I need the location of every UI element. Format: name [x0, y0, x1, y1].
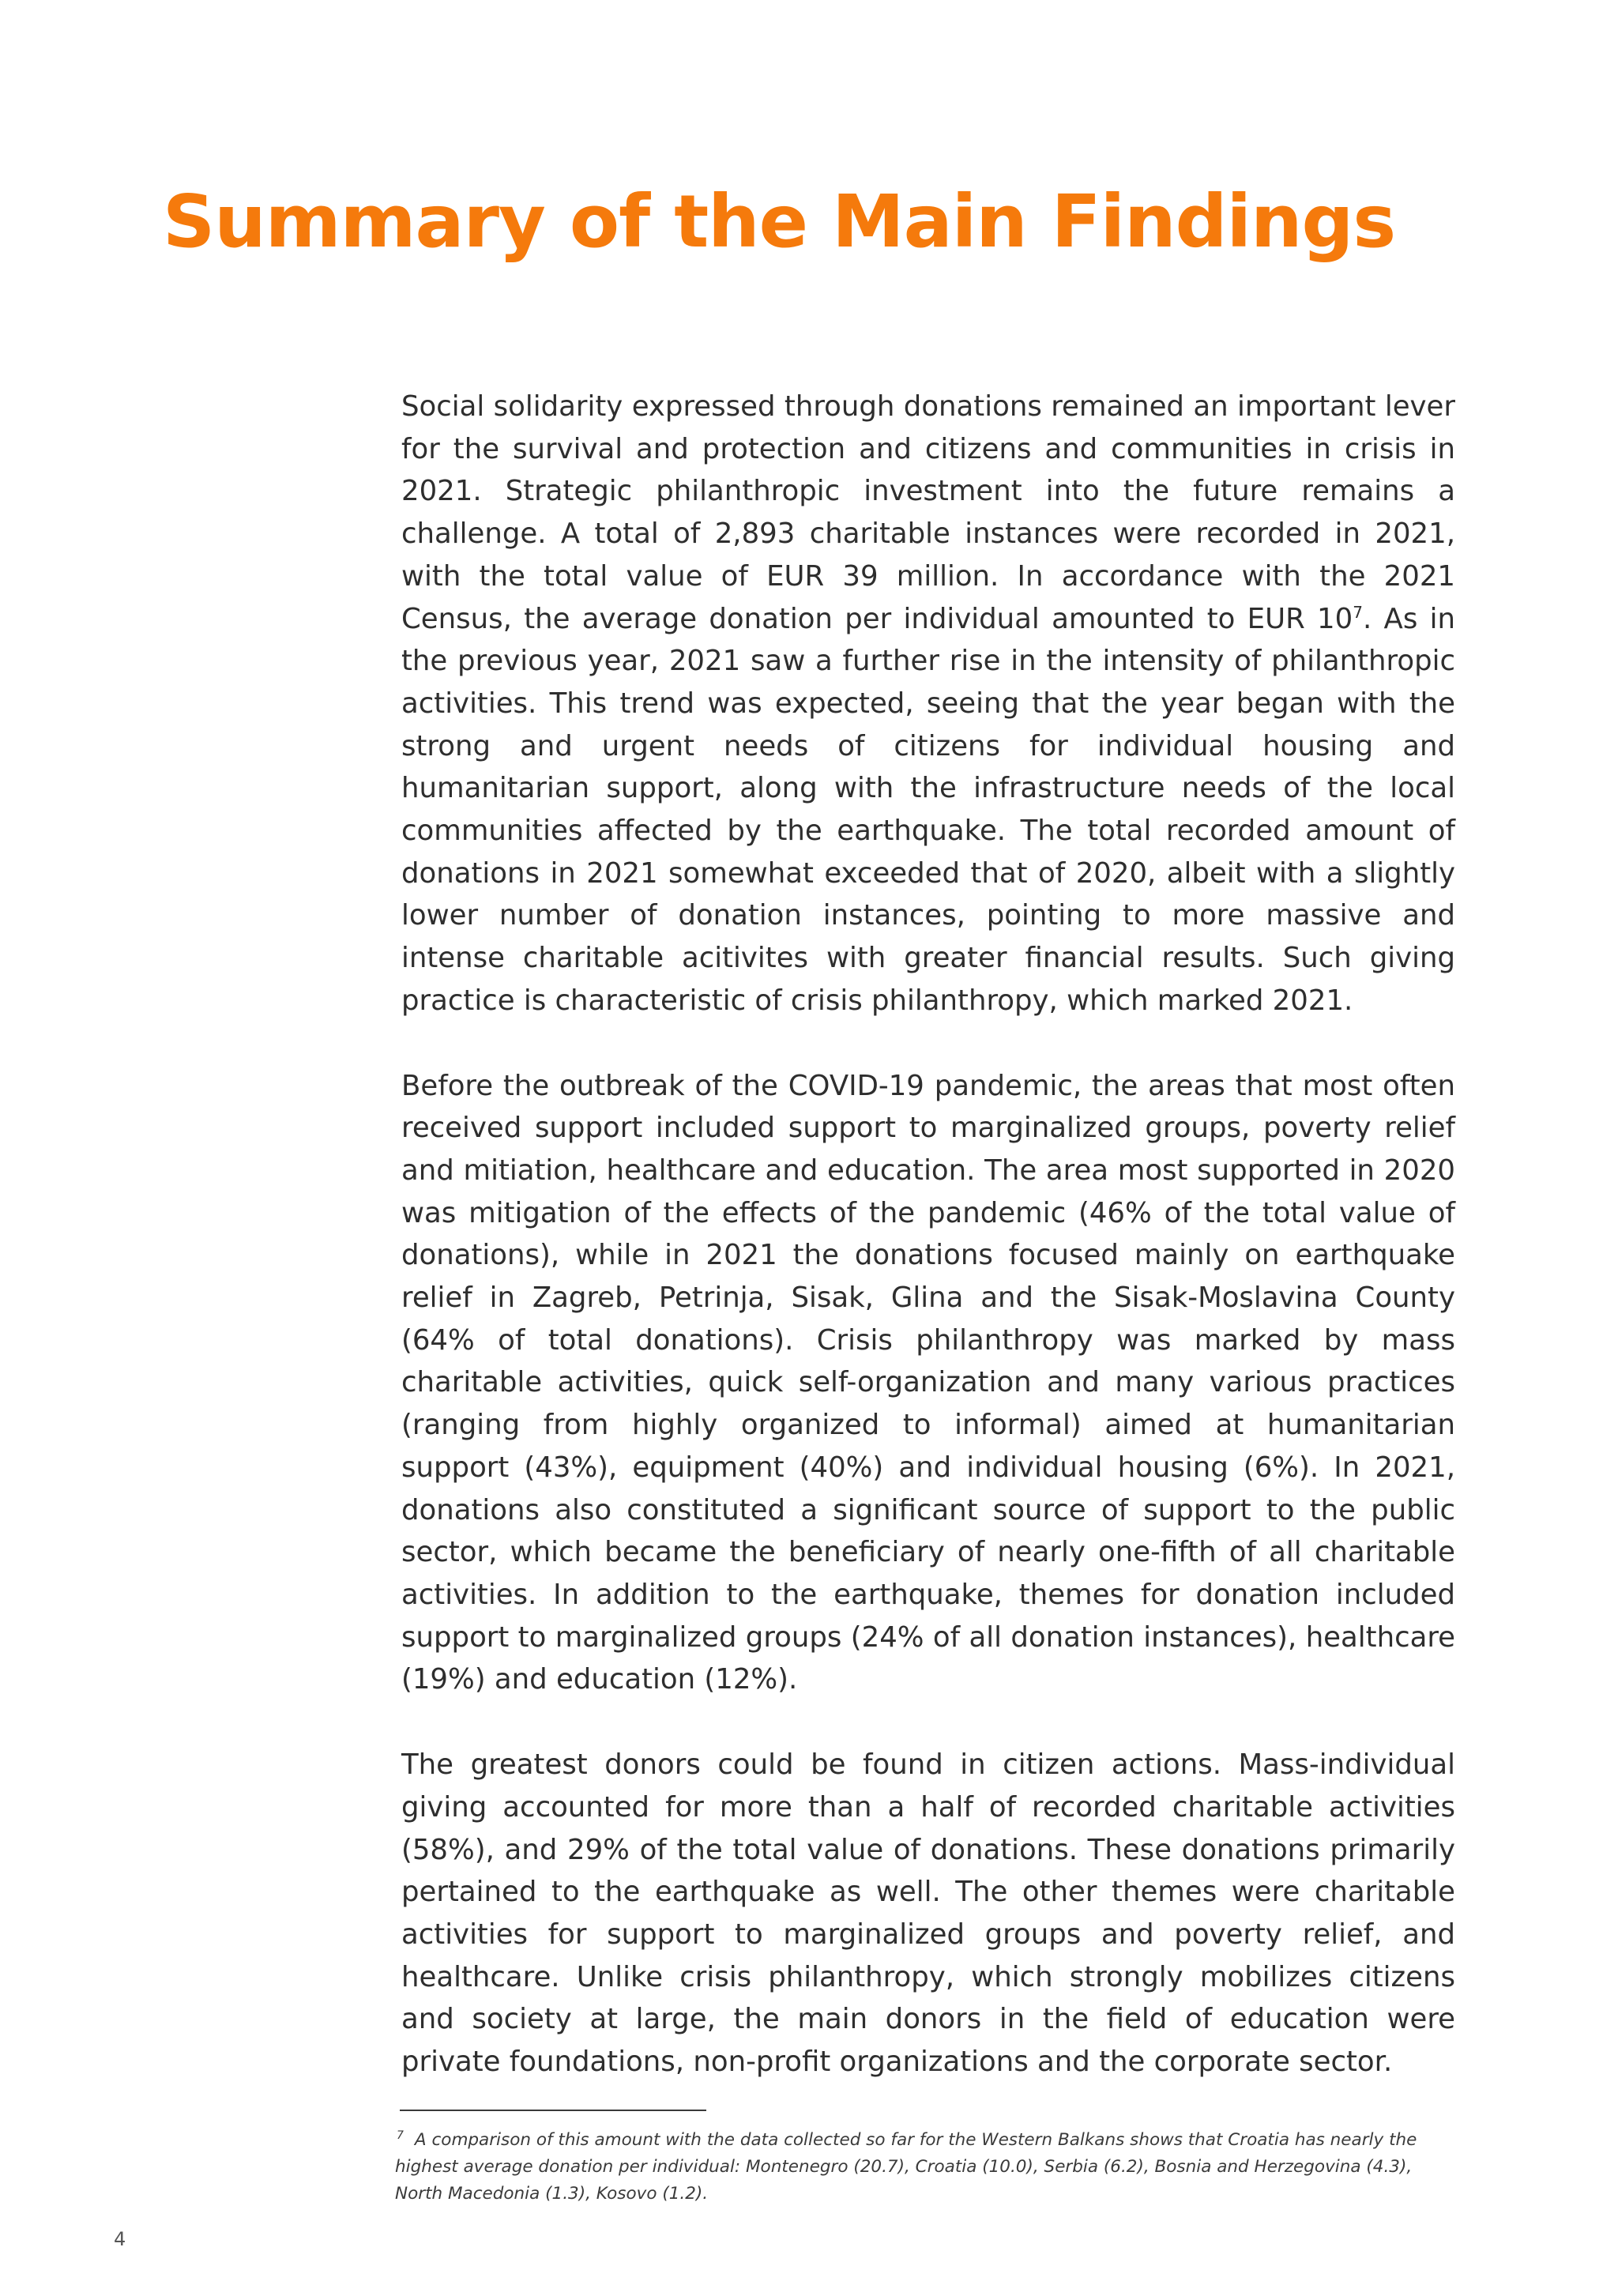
paragraph-text: . As in the previous year, 2021 saw a further rise in the intensity of philanthropic activities. This trend was expected, seeing that the year began with the strong and urgent needs of citizens for individual housing and humanitarian support, along with the infrastructure needs of the local communities affected by the earthquake. The total recorded amount of donations in 2021 somewhat exceeded that of 2020, albeit with a slightly lower number of donation instances, pointing to more massive and intense charitable acitivites with greater financial results. Such giving practice is characteristic of crisis philanthropy, which marked 2021.	[401, 602, 1455, 1017]
page-number: 4	[114, 2228, 126, 2250]
footnote-text: A comparison of this amount with the data collected so far for the Western Balkans shows that Croatia has nearly the highest average donation per individual: Montenegro (20.7), Croatia (10.0), Serbia (6.2), Bosnia and Herzegovina (4.3), North Macedonia (1.3), Kosovo (1.2).	[395, 2130, 1417, 2204]
main-body-text	[401, 386, 1455, 2126]
page-title: Summary of the Main Findings	[163, 179, 1396, 264]
footnote	[395, 2127, 1458, 2208]
footnote-marker: 7	[397, 2129, 404, 2142]
footnote-divider	[400, 2110, 706, 2111]
paragraph-text: Social solidarity expressed through donations remained an important lever for the survival and protection and citizens and communities in crisis in 2021. Strategic philanthropic investment into the future remains a challenge. A total of 2,893 charitable instances were recorded in 2021, with the total value of EUR 39 million. In accordance with the 2021 Census, the average donation per individual amounted to EUR 10	[401, 390, 1455, 635]
paragraph-greatest-donors: The greatest donors could be found in citizen actions. Mass-individual giving accounted for more than a half of recorded charitable activities (58%), and 29% of the total value of donations. These donations primarily pertained to the earthquake as well. The other themes were charitable activities for support to marginalized groups and poverty relief, and healthcare. Unlike crisis philanthropy, which strongly mobilizes citizens and society at large, the main donors in the field of education were private foundations, non-profit organizations and the corporate sector.	[401, 1748, 1455, 2079]
footnote-reference: 7	[1353, 602, 1363, 622]
paragraph-summary-totals	[401, 386, 1455, 1022]
paragraph-supported-areas: Before the outbreak of the COVID-19 pandemic, the areas that most often received support included support to marginalized groups, poverty relief and mitiation, healthcare and education. The area most supported in 2020 was mitigation of the effects of the pandemic (46% of the total value of donations), while in 2021 the donations focused mainly on earthquake relief in Zagreb, Petrinja, Sisak, Glina and the Sisak-Moslavina County (64% of total donations). Crisis philanthropy was marked by mass charitable activities, quick self-organization and many various practices (ranging from highly organized to informal) aimed at humanitarian support (43%), equipment (40%) and individual housing (6%). In 2021, donations also constituted a significant source of support to the public sector, which became the beneficiary of nearly one-fifth of all charitable activities. In addition to the earthquake, themes for donation included support to marginalized groups (24% of all donation instances), healthcare (19%) and education (12%).	[401, 1069, 1455, 1696]
